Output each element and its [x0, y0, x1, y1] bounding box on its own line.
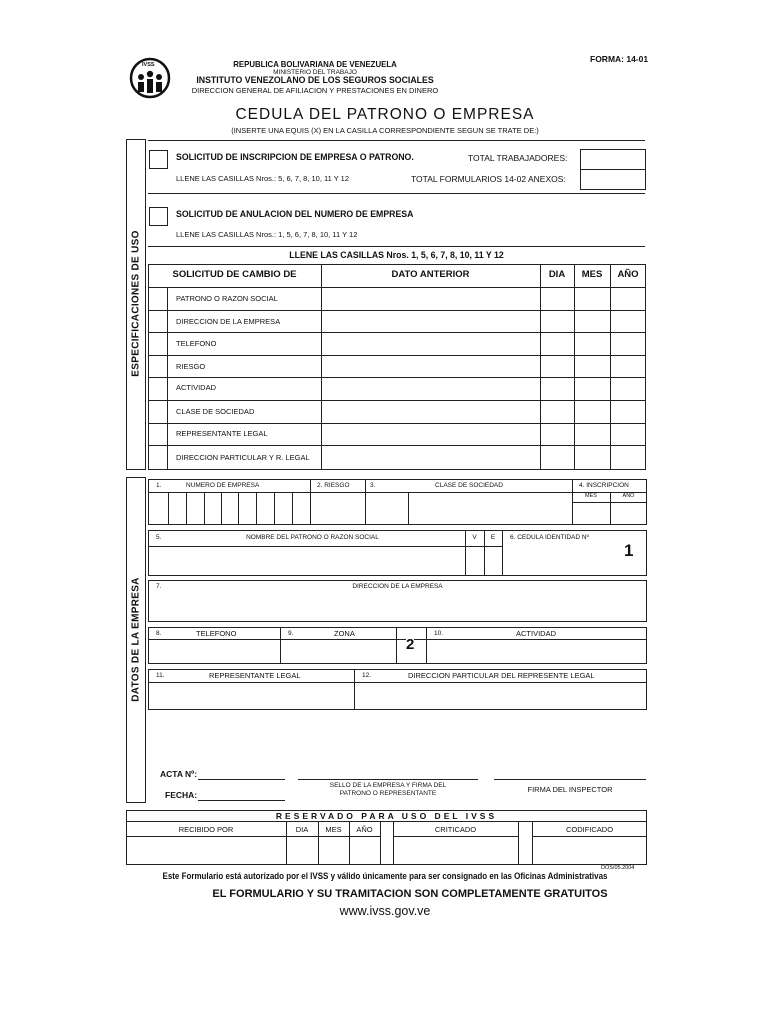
field-3-label: CLASE DE SOCIEDAD	[435, 482, 503, 489]
cambio-row[interactable]	[148, 423, 646, 445]
field-4-mes: MES	[585, 493, 597, 499]
cambio-row[interactable]	[148, 355, 646, 377]
total-trabajadores-label: TOTAL TRABAJADORES:	[468, 153, 568, 163]
field-9-label: ZONA	[334, 629, 355, 638]
field-11-label: REPRESENTANTE LEGAL	[209, 671, 301, 680]
cambio-row[interactable]	[148, 332, 646, 355]
cambio-row-label: CLASE DE SOCIEDAD	[176, 407, 255, 416]
cambio-row-label: DIRECCION PARTICULAR Y R. LEGAL	[176, 453, 310, 462]
sello-label-2: PATRONO O REPRESENTANTE	[339, 790, 437, 797]
cambio-row[interactable]	[148, 287, 646, 310]
field-8-label: TELEFONO	[196, 629, 237, 638]
e-checkbox[interactable]	[485, 547, 501, 575]
header-institute: INSTITUTO VENEZOLANO DE LOS SEGUROS SOCIALES	[196, 75, 434, 86]
field-4-anio: AÑO	[622, 493, 635, 499]
cambio-row-label: PATRONO O RAZON SOCIAL	[176, 294, 278, 303]
cambio-row-label: TELEFONO	[176, 339, 217, 348]
telefono-input[interactable]	[149, 640, 279, 663]
total-trabajadores-input[interactable]	[580, 149, 646, 170]
inscripcion-title: SOLICITUD DE INSCRIPCION DE EMPRESA O PATRONO.	[176, 152, 414, 163]
col-mes-header: MES	[581, 269, 603, 280]
uso-side-label: ESPECIFICACIONES DE USO	[130, 230, 142, 377]
footer-authorized: Este Formulario está autorizado por el IVSS y válido únicamente para ser consignado en las Oficinas Administrativas	[162, 871, 608, 882]
field-12-label: DIRECCION PARTICULAR DEL REPRESENTE LEGAL	[408, 671, 595, 680]
field-1-label: NUMERO DE EMPRESA	[186, 482, 260, 489]
representante-input[interactable]	[149, 683, 353, 709]
reservado-mes-label: MES	[325, 825, 342, 834]
header-ministry: MINISTERIO DEL TRABAJO	[273, 69, 357, 76]
e-label: E	[490, 534, 496, 541]
field-5-label: NOMBRE DEL PATRONO O RAZON SOCIAL	[246, 534, 379, 541]
cambio-row[interactable]	[148, 400, 646, 423]
datos-side-label: DATOS DE LA EMPRESA	[130, 577, 142, 702]
codificado-label: CODIFICADO	[565, 825, 614, 834]
recibido-label: RECIBIDO POR	[178, 825, 234, 834]
criticado-label: CRITICADO	[434, 825, 477, 834]
form-code: FORMA: 14-01	[590, 54, 649, 64]
logo-text: IVSS	[142, 62, 155, 68]
ivss-logo	[129, 57, 171, 99]
cambio-row[interactable]	[148, 445, 646, 470]
cambio-row-label: ACTIVIDAD	[176, 383, 217, 392]
anulacion-checkbox[interactable]	[149, 207, 168, 226]
clase-sociedad-input[interactable]	[366, 493, 571, 524]
anulacion-title: SOLICITUD DE ANULACION DEL NUMERO DE EMPRESA	[176, 209, 414, 220]
cedula-input[interactable]	[503, 547, 613, 575]
footer-website: www.ivss.gov.ve	[339, 904, 431, 918]
reservado-dia-label: DIA	[295, 825, 309, 834]
field-8-number: 8.	[156, 630, 162, 637]
sello-label-1: SELLO DE LA EMPRESA Y FIRMA DEL	[329, 782, 447, 789]
form-version-code: DOS/05.2004	[601, 865, 635, 871]
total-formularios-input[interactable]	[580, 169, 646, 190]
cambio-instructions: LLENE LAS CASILLAS Nros. 1, 5, 6, 7, 8, 10, 11 Y 12	[289, 250, 504, 261]
field-7-number: 7.	[156, 583, 162, 590]
reservado-mes-input[interactable]	[319, 837, 348, 864]
cambio-row-label: DIRECCION DE LA EMPRESA	[176, 317, 281, 326]
cambio-row-label: REPRESENTANTE LEGAL	[176, 429, 268, 438]
reservado-anio-input[interactable]	[350, 837, 379, 864]
col-solicitud-header: SOLICITUD DE CAMBIO DE	[172, 269, 297, 280]
reservado-anio-label: AÑO	[356, 825, 373, 834]
acta-line[interactable]	[198, 779, 285, 780]
direccion-representante-input[interactable]	[355, 683, 646, 709]
header-country: REPUBLICA BOLIVARIANA DE VENEZUELA	[233, 59, 397, 69]
criticado-input[interactable]	[394, 837, 517, 864]
col-dia-header: DIA	[548, 269, 566, 280]
fecha-line[interactable]	[198, 800, 285, 801]
field-5-number: 5.	[156, 534, 162, 541]
reservado-dia-input[interactable]	[287, 837, 317, 864]
field-2-label: 2. RIESGO	[317, 482, 350, 489]
field-1-number: 1.	[156, 482, 162, 489]
field-10-number: 10.	[434, 630, 444, 637]
firma-inspector-label: FIRMA DEL INSPECTOR	[527, 785, 613, 794]
acta-label: ACTA Nº:	[160, 769, 198, 779]
cambio-row-label: RIESGO	[176, 362, 206, 371]
copy-number-1: 1	[624, 541, 634, 560]
reservado-title: RESERVADO PARA USO DEL IVSS	[275, 811, 498, 821]
field-7-label: DIRECCION DE LA EMPRESA	[352, 583, 443, 590]
recibido-input[interactable]	[127, 837, 285, 864]
field-9-number: 9.	[288, 630, 294, 637]
inscripcion-instructions: LLENE LAS CASILLAS Nros.: 5, 6, 7, 8, 10, 11 Y 12	[176, 174, 350, 183]
fecha-label: FECHA:	[165, 790, 198, 800]
cambio-row[interactable]	[148, 377, 646, 400]
razon-social-input[interactable]	[149, 547, 464, 575]
form-title: CEDULA DEL PATRONO O EMPRESA	[235, 106, 535, 123]
field-4-label: 4. INSCRIPCION	[579, 482, 629, 489]
actividad-input[interactable]	[427, 640, 646, 663]
field-11-number: 11.	[156, 672, 165, 679]
numero-empresa-input[interactable]	[149, 493, 309, 524]
col-dato-header: DATO ANTERIOR	[391, 269, 470, 280]
field-10-label: ACTIVIDAD	[516, 629, 557, 638]
sello-line[interactable]	[298, 779, 478, 780]
footer-free: EL FORMULARIO Y SU TRAMITACION SON COMPLETAMENTE GRATUITOS	[212, 888, 608, 900]
cambio-row[interactable]	[148, 310, 646, 332]
anulacion-instructions: LLENE LAS CASILLAS Nros.: 1, 5, 6, 7, 8, 10, 11 Y 12	[176, 230, 358, 239]
inscripcion-checkbox[interactable]	[149, 150, 168, 169]
field-3-number: 3.	[370, 482, 376, 489]
header-direction: DIRECCION GENERAL DE AFILIACION Y PRESTACIONES EN DINERO	[191, 86, 439, 95]
form-subtitle: (INSERTE UNA EQUIS (X) EN LA CASILLA CORRESPONDIENTE SEGUN SE TRATE DE:)	[231, 126, 539, 135]
v-checkbox[interactable]	[466, 547, 483, 575]
v-label: V	[472, 534, 477, 541]
firma-inspector-line[interactable]	[494, 779, 646, 780]
field-12-number: 12.	[362, 672, 372, 679]
field-6-label: 6. CEDULA IDENTIDAD Nº	[510, 534, 589, 541]
total-formularios-label: TOTAL FORMULARIOS 14-02 ANEXOS:	[411, 174, 566, 184]
copy-number-2: 2	[406, 636, 415, 653]
codificado-input[interactable]	[533, 837, 646, 864]
zona-input[interactable]	[281, 640, 395, 663]
col-anio-header: AÑO	[617, 269, 639, 280]
direccion-empresa-input[interactable]	[149, 594, 646, 621]
riesgo-input[interactable]	[311, 493, 364, 524]
